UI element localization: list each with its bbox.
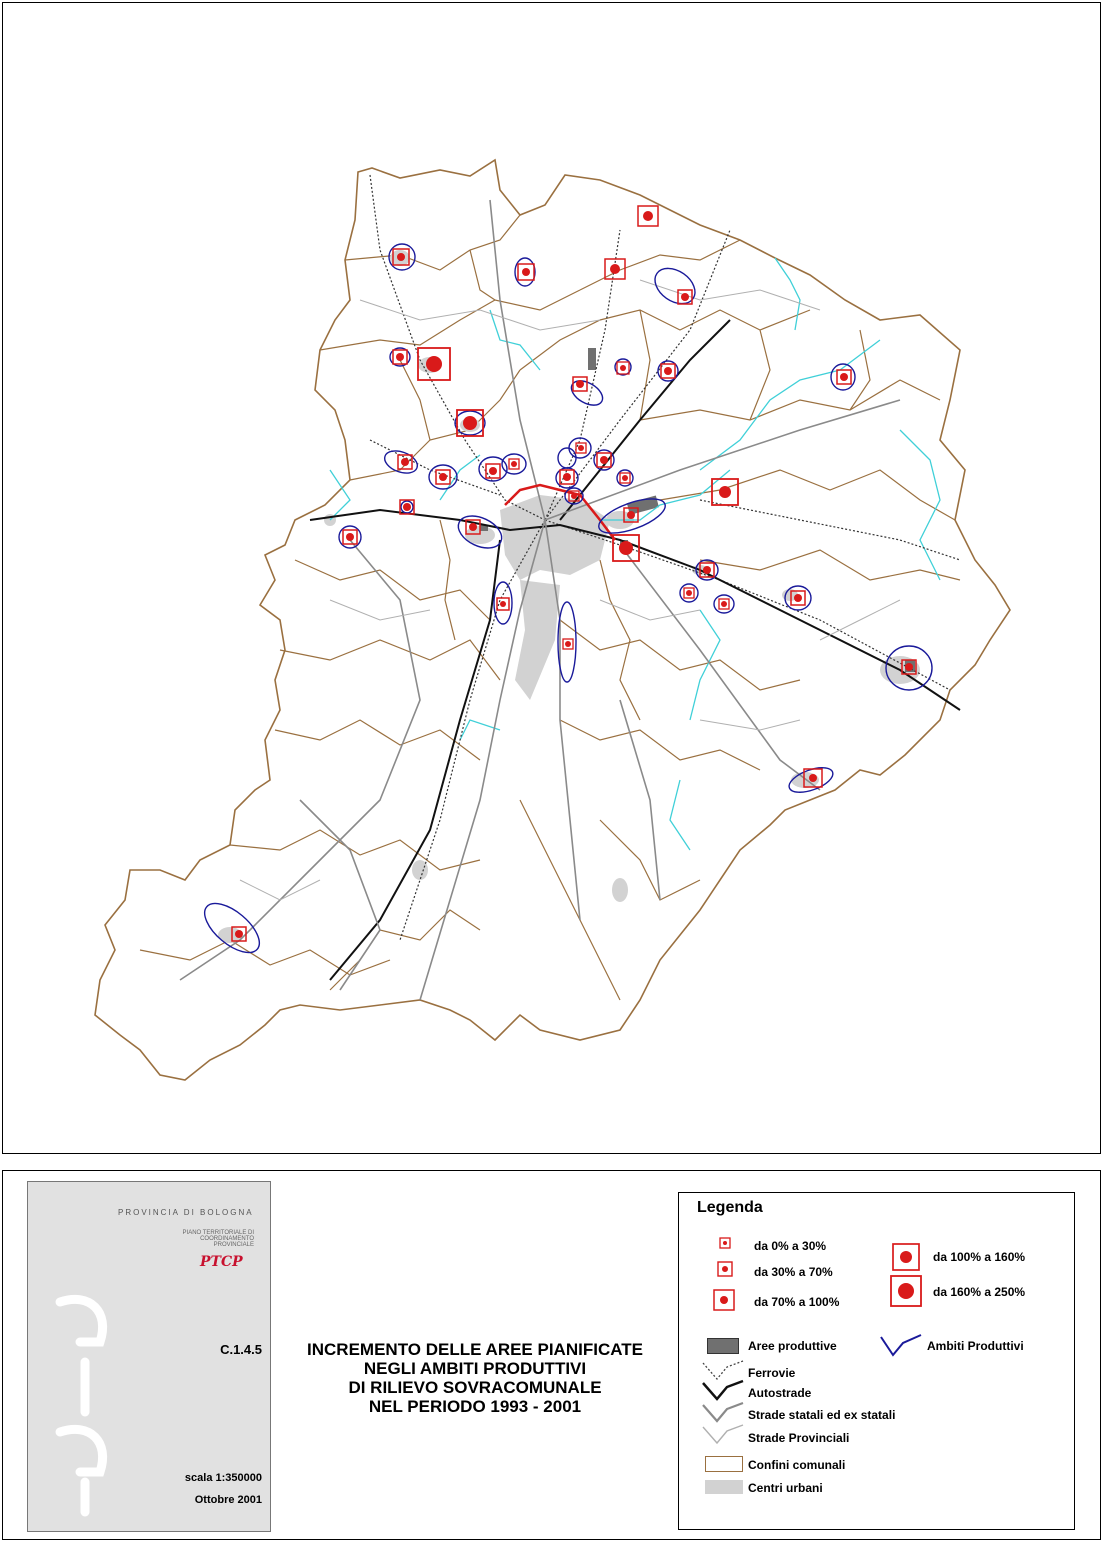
- provincial-road-icon: [701, 1423, 745, 1445]
- map-title: [280, 1340, 670, 1416]
- map-date: Ottobre 2001: [194, 1494, 262, 1506]
- legend-confini-comunali-label: Confini comunali: [748, 1458, 846, 1472]
- legend-class-2-label: da 30% a 70%: [754, 1265, 833, 1279]
- cover-organization: PROVINCIA DI BOLOGNA: [118, 1208, 254, 1217]
- legend-class-3-label: da 70% a 100%: [754, 1295, 840, 1309]
- legend-autostrade-label: Autostrade: [748, 1386, 812, 1400]
- map-title-line: DI RILIEVO SOVRACOMUNALE: [348, 1378, 602, 1397]
- legend-centri-urbani-label: Centri urbani: [748, 1481, 823, 1495]
- railway-icon: [701, 1359, 745, 1381]
- urban-centre-swatch: [705, 1480, 743, 1494]
- legend-symbol-class-2-icon: [717, 1261, 733, 1277]
- cover-subtitle: PIANO TERRITORIALE DI COORDINAMENTO PROVINCIALE: [182, 1230, 254, 1248]
- map-title-line: INCREMENTO DELLE AREE PIANIFICATE: [307, 1340, 643, 1359]
- legend-symbol-class-4-icon: [892, 1243, 920, 1271]
- ambiti-produttivi-icon: [879, 1333, 923, 1357]
- aree-produttive-swatch: [707, 1338, 739, 1354]
- communal-boundary-swatch: [705, 1456, 743, 1472]
- ptcp-watermark-logo: [40, 1282, 130, 1522]
- map-title-line: NEGLI AMBITI PRODUTTIVI: [363, 1359, 587, 1378]
- legend-ambiti-produttivi-label: Ambiti Produttivi: [927, 1339, 1024, 1353]
- legend-class-4-label: da 100% a 160%: [933, 1250, 1026, 1264]
- cover-panel: [27, 1181, 271, 1532]
- map-scale: scala 1:350000: [184, 1472, 262, 1484]
- map-title-line: NEL PERIODO 1993 - 2001: [368, 1397, 582, 1416]
- ptcp-logo: PTCP: [200, 1254, 243, 1270]
- legend-symbol-class-5-icon: [890, 1275, 922, 1307]
- legend-aree-produttive-label: Aree produttive: [748, 1339, 837, 1353]
- legend-symbol-class-3-icon: [713, 1289, 735, 1311]
- legend-heading: Legenda: [697, 1199, 763, 1216]
- state-road-icon: [701, 1401, 745, 1423]
- legend-symbol-class-1-icon: [719, 1237, 731, 1249]
- legend-class-5-label: da 160% a 250%: [933, 1285, 1026, 1299]
- map-code: C.1.4.5: [220, 1342, 262, 1357]
- legend-class-1-label: da 0% a 30%: [754, 1239, 827, 1253]
- legend-strade-statali-label: Strade statali ed ex statali: [748, 1408, 896, 1422]
- legend-ferrovie-label: Ferrovie: [748, 1366, 796, 1380]
- motorway-icon: [701, 1379, 745, 1401]
- legend: [678, 1192, 1075, 1530]
- legend-strade-provinciali-label: Strade Provinciali: [748, 1431, 850, 1445]
